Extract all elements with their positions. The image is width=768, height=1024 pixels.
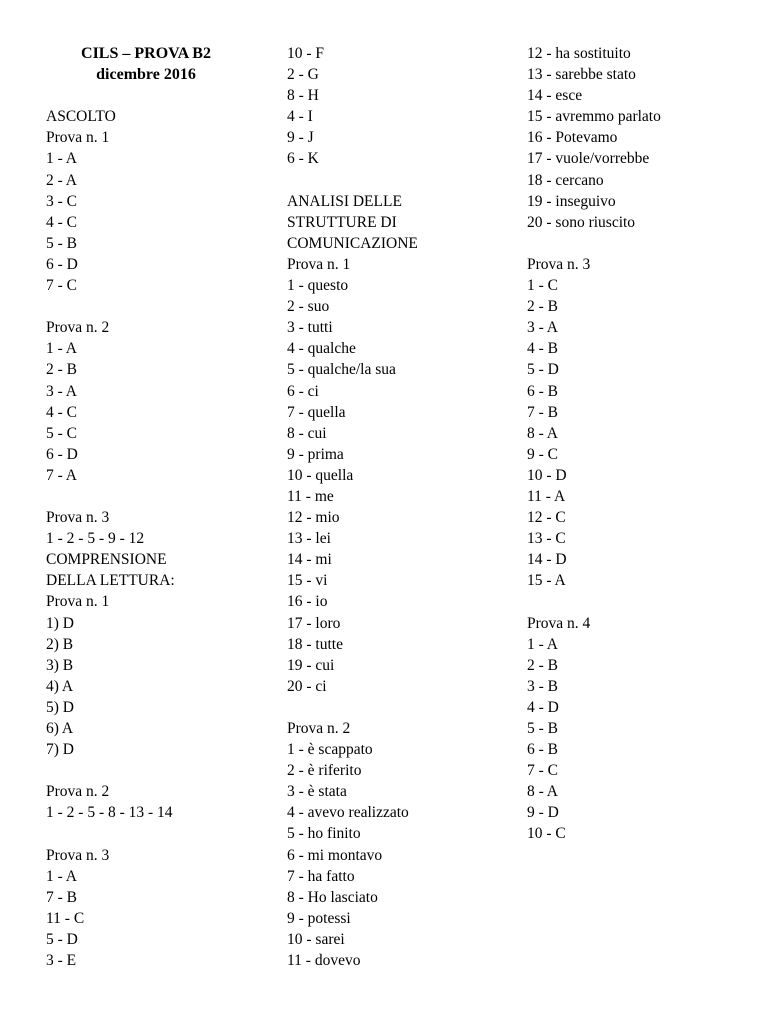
answer-item: 6 - B <box>527 382 558 400</box>
answer-item: 10 - D <box>527 466 567 484</box>
answer-item: 11 - dovevo <box>287 952 361 970</box>
answer-item: 20 - sono riuscito <box>527 213 636 231</box>
answer-item: 9 - potessi <box>287 909 351 927</box>
prova-heading: Prova n. 2 <box>287 720 351 737</box>
answer-item: 1 - A <box>46 150 77 168</box>
answer-item: 6 - B <box>527 741 558 759</box>
prova-heading: Prova n. 4 <box>527 614 591 632</box>
answer-item: 4 - C <box>46 213 77 231</box>
answer-item: 18 - cercano <box>527 171 604 189</box>
answer-item: 15 - avremmo parlato <box>527 108 661 126</box>
answer-item: 7 - ha fatto <box>287 867 355 885</box>
answer-item: 8 - Ho lasciato <box>287 888 378 906</box>
answer-item: 13 - lei <box>287 530 331 548</box>
answer-item: 4 - qualche <box>287 340 356 358</box>
answer-list <box>46 528 246 549</box>
answer-item: 5 - ho finito <box>287 825 361 843</box>
answer-item: 2 - è riferito <box>287 762 362 780</box>
answer-item: 1 - C <box>527 277 558 295</box>
answer-item: 9 - D <box>527 804 559 822</box>
prova-heading: Prova n. 3 <box>46 509 110 527</box>
answer-list <box>287 275 507 697</box>
answer-item: 3 - tutti <box>287 319 333 337</box>
answer-item: 6) A <box>46 720 74 737</box>
answer-item: 2 - A <box>46 171 77 189</box>
answer-item: 2) B <box>46 635 74 653</box>
prova-heading: Prova n. 1 <box>46 593 110 611</box>
prova-heading: Prova n. 3 <box>46 846 110 864</box>
answer-item: 4 - B <box>527 340 558 358</box>
answer-item: 4 - I <box>287 108 313 126</box>
answer-item: 7) D <box>46 741 74 759</box>
answer-list <box>46 802 246 823</box>
answer-item: 3 - E <box>46 952 77 970</box>
answer-item: 3 - A <box>527 319 558 337</box>
answer-item: 9 - C <box>527 445 558 463</box>
answer-item: 1 - 2 - 5 - 9 - 12 <box>46 530 145 548</box>
answer-item: 16 - Potevamo <box>527 129 618 147</box>
answer-item: 7 - B <box>46 888 77 906</box>
answer-item: 12 - mio <box>287 509 340 527</box>
doc-date: dicembre 2016 <box>96 66 196 84</box>
answer-list <box>527 634 757 845</box>
answer-item: 19 - cui <box>287 656 335 674</box>
answer-item: 1 - A <box>46 340 77 358</box>
answer-item: 11 - me <box>287 487 334 505</box>
prova-heading: Prova n. 1 <box>46 129 110 147</box>
answer-item: 6 - ci <box>287 382 319 400</box>
answer-item: 3 - B <box>527 677 558 695</box>
column-1 <box>46 43 246 971</box>
section-heading-ascolto: ASCOLTO <box>46 108 116 126</box>
answer-item: 3 - A <box>46 382 77 400</box>
answer-list <box>527 43 757 233</box>
section-heading-analisi-3: COMUNICAZIONE <box>287 234 418 252</box>
answer-item: 18 - tutte <box>287 635 343 653</box>
answer-item: 6 - D <box>46 445 78 463</box>
answer-item: 6 - K <box>287 150 319 168</box>
answer-item: 7 - quella <box>287 403 346 421</box>
answer-item: 5 - qualche/la sua <box>287 361 396 379</box>
answer-item: 14 - esce <box>527 87 583 105</box>
answer-item: 12 - C <box>527 509 566 527</box>
section-heading-analisi: ANALISI DELLE <box>287 192 402 210</box>
answer-item: 4) A <box>46 677 74 695</box>
answer-item: 16 - io <box>287 593 328 611</box>
answer-item: 1 - 2 - 5 - 8 - 13 - 14 <box>46 804 173 822</box>
answer-item: 5 - D <box>527 361 559 379</box>
answer-item: 1 - A <box>527 635 558 653</box>
column-3 <box>527 43 757 845</box>
answer-item: 7 - A <box>46 466 77 484</box>
answer-list <box>527 275 757 591</box>
answer-item: 7 - B <box>527 403 558 421</box>
answer-item: 14 - mi <box>287 551 332 569</box>
answer-list <box>46 148 246 296</box>
answer-item: 17 - loro <box>287 614 341 632</box>
prova-heading: Prova n. 1 <box>287 255 351 273</box>
answer-item: 10 - sarei <box>287 930 345 948</box>
answer-item: 8 - A <box>527 783 558 801</box>
answer-item: 1 - è scappato <box>287 741 373 759</box>
answer-list <box>46 613 246 761</box>
answer-item: 1 - A <box>46 867 77 885</box>
answer-item: 9 - prima <box>287 445 344 463</box>
answer-item: 20 - ci <box>287 677 327 695</box>
answer-item: 5 - B <box>46 234 77 252</box>
answer-item: 4 - avevo realizzato <box>287 804 409 822</box>
answer-list <box>287 43 507 170</box>
answer-item: 10 - C <box>527 825 566 843</box>
answer-list <box>46 866 246 971</box>
answer-item: 8 - cui <box>287 424 327 442</box>
answer-item: 15 - A <box>527 572 566 590</box>
answer-item: 5) D <box>46 698 74 716</box>
answer-item: 5 - D <box>46 930 78 948</box>
answer-item: 2 - B <box>527 656 558 674</box>
answer-item: 13 - C <box>527 530 566 548</box>
answer-item: 5 - C <box>46 424 77 442</box>
answer-item: 11 - C <box>46 909 85 927</box>
answer-item: 4 - D <box>527 698 559 716</box>
answer-item: 7 - C <box>46 277 77 295</box>
doc-title: CILS – PROVA B2 <box>81 45 211 62</box>
answer-item: 14 - D <box>527 551 567 569</box>
answer-list <box>46 338 246 486</box>
answer-item: 6 - D <box>46 255 78 273</box>
answer-item: 4 - C <box>46 403 77 421</box>
answer-item: 2 - G <box>287 66 319 84</box>
answer-item: 12 - ha sostituito <box>527 45 631 62</box>
answer-item: 10 - quella <box>287 466 354 484</box>
answer-item: 2 - B <box>46 361 77 379</box>
section-heading-comprensione-2: DELLA LETTURA: <box>46 572 175 590</box>
answer-item: 1 - questo <box>287 277 349 295</box>
answer-item: 3 - C <box>46 192 77 210</box>
prova-heading: Prova n. 2 <box>46 319 110 337</box>
answer-item: 2 - suo <box>287 298 330 316</box>
prova-heading: Prova n. 3 <box>527 255 591 273</box>
prova-heading: Prova n. 2 <box>46 783 110 801</box>
column-2 <box>287 43 507 971</box>
answer-item: 8 - A <box>527 424 558 442</box>
answer-item: 3 - è stata <box>287 783 347 801</box>
answer-item: 1) D <box>46 614 74 632</box>
answer-item: 17 - vuole/vorrebbe <box>527 150 650 168</box>
answer-list <box>287 739 507 971</box>
answer-item: 15 - vi <box>287 572 328 590</box>
answer-item: 8 - H <box>287 87 319 105</box>
answer-item: 2 - B <box>527 298 558 316</box>
section-heading-analisi-2: STRUTTURE DI <box>287 213 397 231</box>
answer-item: 5 - B <box>527 720 558 737</box>
answer-item: 7 - C <box>527 762 558 780</box>
answer-item: 6 - mi montavo <box>287 846 383 864</box>
section-heading-comprensione: COMPRENSIONE <box>46 551 167 569</box>
answer-item: 13 - sarebbe stato <box>527 66 636 84</box>
answer-item: 10 - F <box>287 45 325 62</box>
answer-item: 9 - J <box>287 129 314 147</box>
answer-item: 19 - inseguivo <box>527 192 616 210</box>
answer-item: 11 - A <box>527 487 566 505</box>
answer-item: 3) B <box>46 656 74 674</box>
